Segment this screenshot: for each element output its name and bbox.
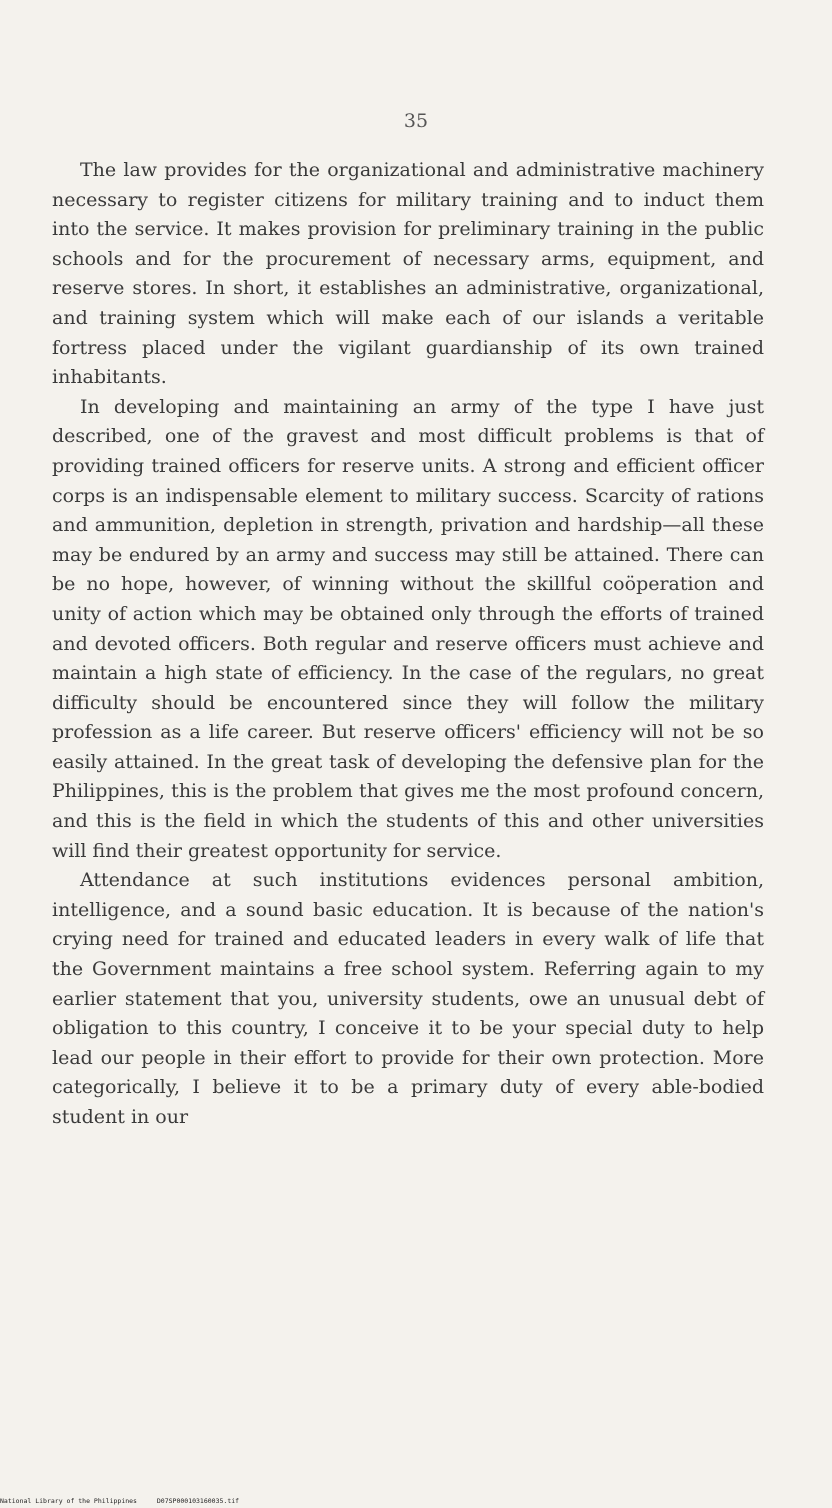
scan-footer [0,1497,255,1505]
paragraph-2: In developing and maintaining an army of the type I have just described, one of the gravest and most difficult problems is that of providing trained officers for reserve units. A strong and efficient officer corps is an indispensable element to military success. Scarcity of rations and ammunition, depletion in strength, privation and hardship—all these may be endured by an army and success may still be attained. There can be no hope, however, of winning without the skillful coöperation and unity of action which may be obtained only through the efforts of trained and devoted officers. Both regular and reserve officers must achieve and maintain a high state of efficiency. In the case of the regulars, no great difficulty should be encountered since they will follow the military profession as a life career. But reserve officers' efficiency will not be so easily attained. In the great task of developing the defensive plan for the Philippines, this is the problem that gives me the most profound concern, and this is the field in which the students of this and other universities will find their greatest opportunity for service. [52,395,764,862]
paragraph-1: The law provides for the organizational and administrative machinery necessary to register citizens for military training and to induct them into the service. It makes provision for preliminary training in the public schools and for the procurement of necessary arms, equipment, and reserve stores. In short, it establishes an administrative, organizational, and training system which will make each of our islands a veritable fortress placed under the vigilant guardianship of its own trained inhabitants. [52,159,764,389]
page-number: 35 [403,110,429,132]
paragraph-3: Attendance at such institutions evidences personal ambition, intelligence, and a sound basic education. It is because of the nation's crying need for trained and educated leaders in every walk of life that the Government maintains a free school system. Referring again to my earlier statement that you, university students, owe an unusual debt of obligation to this country, I conceive it to be your special duty to help lead our people in their effort to provide for their own protection. More categorically, I believe it to be a primary duty of every able-bodied student in our [52,869,764,1128]
footer-file: D07SP000103160035.tif [156,1497,240,1505]
footer-library: National Library of the Philippines [0,1497,137,1505]
body-text [52,156,764,1133]
